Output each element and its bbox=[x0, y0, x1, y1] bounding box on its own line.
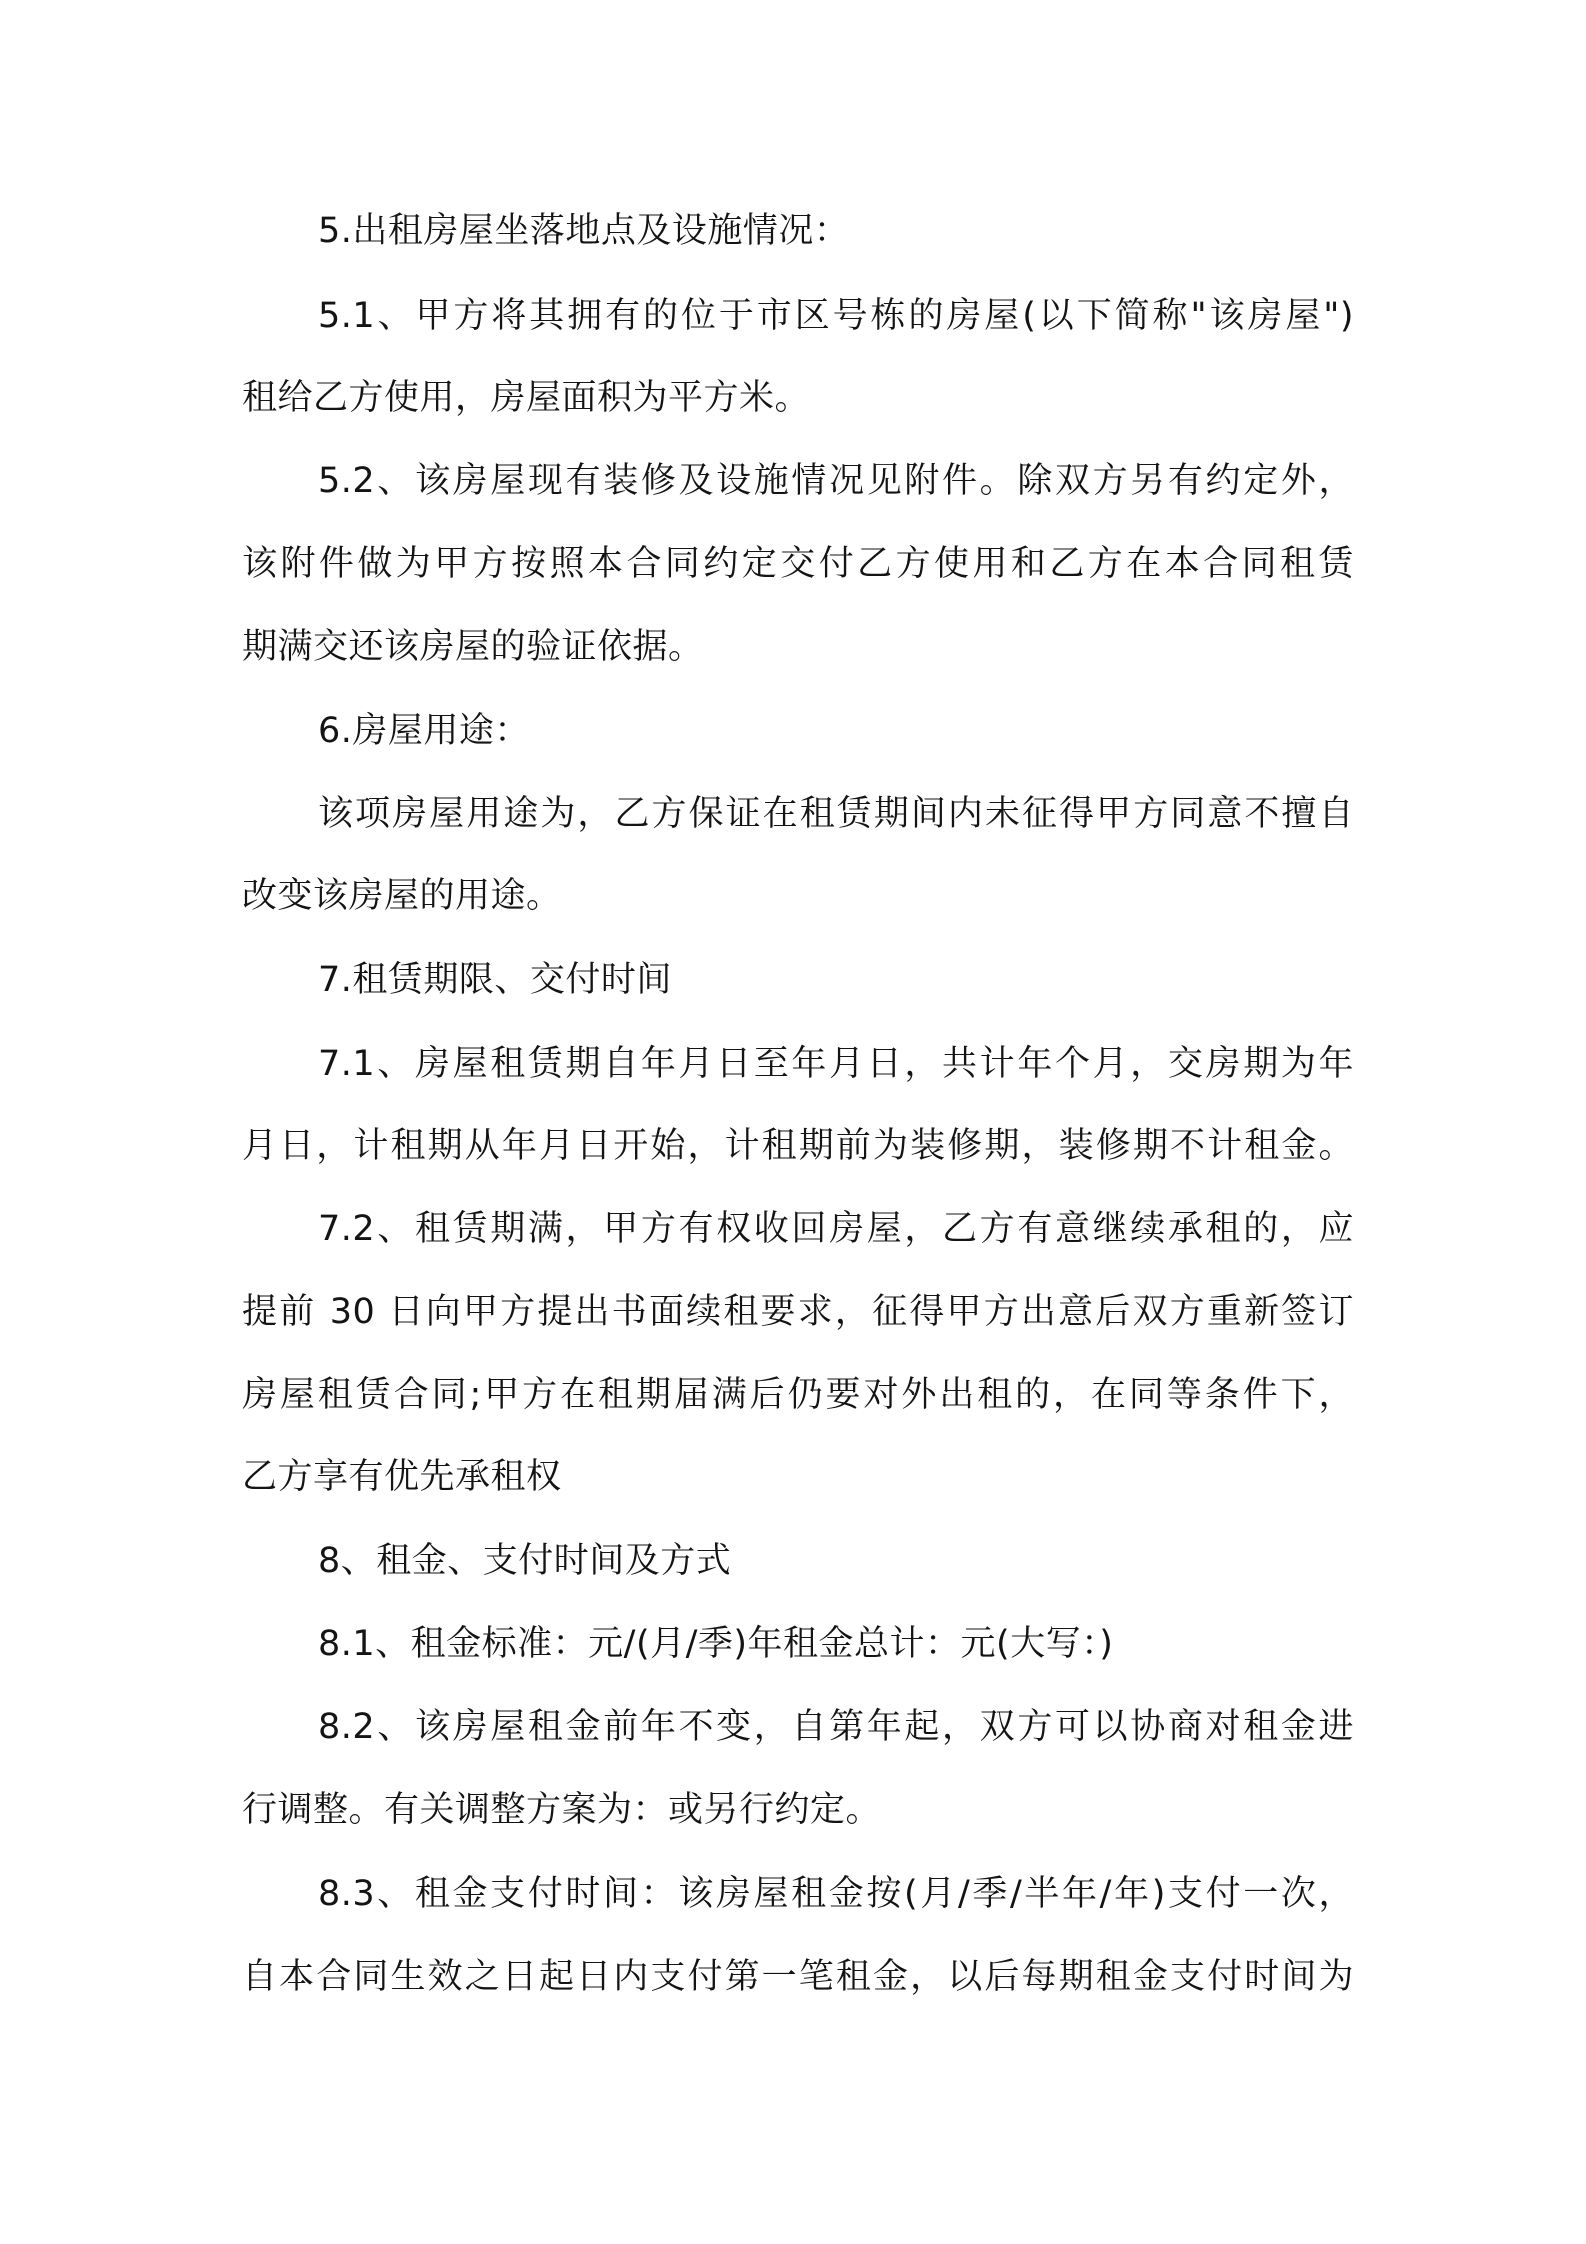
heading-6: 6.房屋用途： bbox=[318, 711, 530, 751]
clause-5-2-line-2: 该附件做为甲方按照本合同约定交付乙方使用和乙方在本合同租赁 bbox=[242, 544, 1354, 584]
clause-7-2-line-2: 提前 30 日向甲方提出书面续租要求，征得甲方出意后双方重新签订 bbox=[242, 1292, 1354, 1332]
clause-7-2-line-4: 乙方享有优先承租权 bbox=[242, 1457, 562, 1497]
heading-7: 7.租赁期限、交付时间 bbox=[318, 960, 672, 1000]
clause-6-line-2: 改变该房屋的用途。 bbox=[242, 876, 562, 916]
clause-7-1-line-1: 7.1、房屋租赁期自年月日至年月日，共计年个月，交房期为年 bbox=[318, 1044, 1354, 1084]
clause-8-2-line-1: 8.2、该房屋租金前年不变，自第年起，双方可以协商对租金进 bbox=[318, 1707, 1354, 1747]
clause-8-2-line-2: 行调整。有关调整方案为：或另行约定。 bbox=[242, 1790, 882, 1830]
clause-6-line-1: 该项房屋用途为，乙方保证在租赁期间内未征得甲方同意不擅自 bbox=[318, 794, 1354, 834]
clause-5-1-line-1: 5.1、甲方将其拥有的位于市区号栋的房屋(以下简称"该房屋") bbox=[318, 296, 1354, 336]
clause-7-2-line-1: 7.2、租赁期满，甲方有权收回房屋，乙方有意继续承租的，应 bbox=[318, 1209, 1354, 1249]
heading-5: 5.出租房屋坐落地点及设施情况： bbox=[318, 211, 850, 251]
clause-7-2-line-3: 房屋租赁合同;甲方在租期届满后仍要对外出租的，在同等条件下， bbox=[242, 1375, 1354, 1415]
clause-7-1-line-2: 月日，计租期从年月日开始，计租期前为装修期，装修期不计租金。 bbox=[242, 1126, 1354, 1166]
clause-8-3-line-2: 自本合同生效之日起日内支付第一笔租金，以后每期租金支付时间为 bbox=[242, 1957, 1354, 1997]
clause-5-2-line-1: 5.2、该房屋现有装修及设施情况见附件。除双方另有约定外， bbox=[318, 461, 1354, 501]
clause-8-3-line-1: 8.3、租金支付时间：该房屋租金按(月/季/半年/年)支付一次， bbox=[318, 1874, 1354, 1914]
clause-5-2-line-3: 期满交还该房屋的验证依据。 bbox=[242, 627, 704, 667]
clause-5-1-line-2: 租给乙方使用，房屋面积为平方米。 bbox=[242, 378, 811, 418]
clause-8-1: 8.1、租金标准：元/(月/季)年租金总计：元(大写：) bbox=[318, 1624, 1114, 1664]
heading-8: 8、租金、支付时间及方式 bbox=[318, 1541, 732, 1581]
